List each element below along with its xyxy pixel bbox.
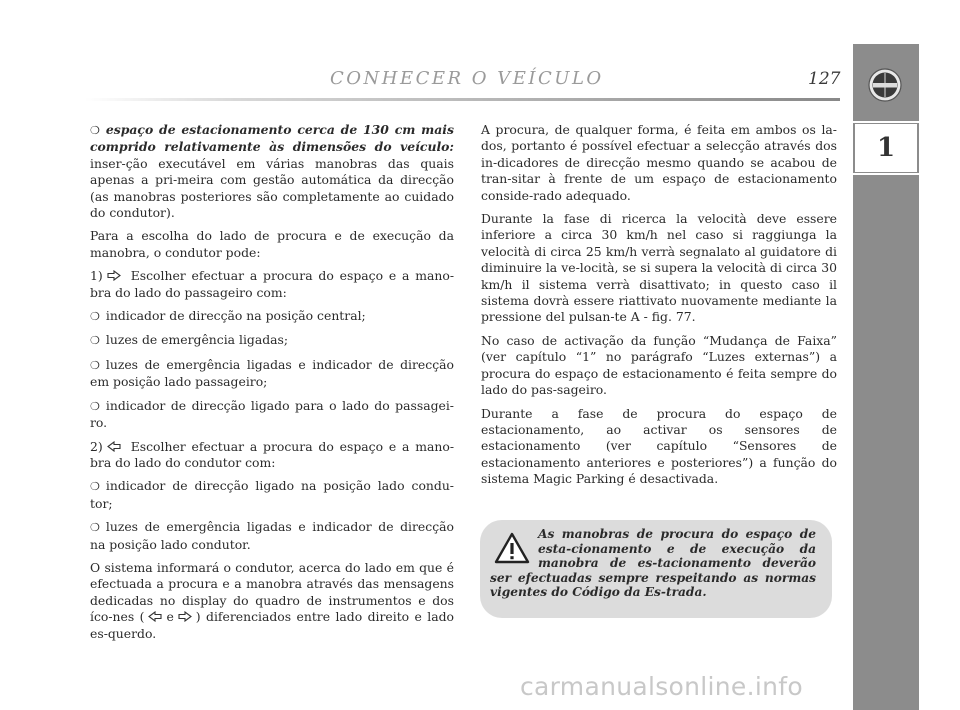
paragraph: No caso de activação da função “Mudança de Faixa” (ver capítulo “1” no parágrafo “Luzes externas”) a procura do espaço de estacionamento é feita sempre do lado do pas-sageiro.: [481, 332, 837, 398]
arrow-left-icon: [107, 441, 121, 452]
bullet-icon: ❍: [90, 480, 100, 494]
paragraph: [90, 439, 454, 472]
page-header-title: CONHECER O VEÍCULO: [330, 68, 604, 89]
list-item-text: luzes de emergência ligadas;: [105, 332, 289, 348]
paragraph-text: inser-ção executável em várias manobras das quais apenas a pri-meira com gestão automática da direcção (as manobras posteriores são completamente ao cuidado do condutor).: [90, 155, 454, 221]
emphasis-text: espaço de estacionamento cerca de 130 cm mais comprido relativamente às dimensões do veículo:: [90, 122, 454, 155]
right-column: [481, 122, 837, 495]
watermark: carmanualsonline.info: [520, 672, 803, 701]
bullet-icon: ❍: [90, 521, 100, 535]
chapter-number: 1: [855, 124, 917, 172]
list-item: [90, 478, 454, 512]
arrow-right-icon: [178, 611, 192, 622]
list-item-text: luzes de emergência ligadas e indicador de direcção na posição lado condutor.: [90, 519, 454, 552]
arrow-left-icon: [148, 611, 162, 622]
page-number: 127: [808, 69, 841, 89]
left-column: [90, 122, 454, 649]
paragraph: Para a escolha do lado de procura e de execução da manobra, o condutor pode:: [90, 228, 454, 260]
paragraph-text: Escolher efectuar a procura do espaço e a mano-bra do lado do passageiro com:: [90, 268, 454, 300]
paragraph: [90, 560, 454, 642]
warning-box: [480, 520, 832, 618]
bullet-icon: ❍: [90, 334, 100, 348]
bullet-icon: ❍: [90, 310, 100, 324]
warning-text: As manobras de procura do espaço de esta-cionamento e de execução da manobra de es-tacionamento deverão ser efectuadas sempre respeitando as normas vigentes do Código da Es-trada.: [490, 527, 816, 600]
option-number: 2): [90, 438, 103, 454]
list-item-text: indicador de direcção na posição central;: [105, 308, 366, 324]
lancia-logo-icon: [868, 68, 902, 102]
paragraph: Durante a fase de procura do espaço de estacionamento, ao activar os sensores de estacionamento (ver capítulo “Sensores de estacionamento anteriores e posteriores”) a função do sistema Magic Parking é desactivada.: [481, 405, 837, 487]
list-item: [90, 519, 454, 553]
list-item-text: luzes de emergência ligadas e indicador de direcção em posição lado passageiro;: [90, 356, 454, 390]
tab-divider: [853, 121, 919, 123]
option-number: 1): [90, 268, 103, 284]
paragraph-text: ) diferenciados entre lado direito e lado es-querdo.: [90, 609, 454, 641]
arrow-right-icon: [107, 270, 121, 281]
paragraph: A procura, de qualquer forma, é feita em ambos os la-dos, portanto é possível efectuar a selecção através dos in-dicadores de direcção mesmo quando se acabou de tran-sitar à frente de um espaço de estacionamento conside-rado adequado.: [481, 122, 837, 203]
list-item: [90, 308, 454, 325]
bullet-icon: ❍: [90, 399, 100, 413]
list-item: [90, 398, 454, 432]
list-item-text: indicador de direcção ligado na posição lado condu-tor;: [90, 478, 454, 511]
paragraph-text: O sistema informará o condutor, acerca do lado em que é efectuada a procura e a manobra através das mensagens dedicadas no display do quadro de instrumentos e dos íco-nes (: [90, 559, 454, 625]
paragraph: Durante la fase di ricerca la velocità deve essere inferiore a circa 30 km/h nel caso si raggiunga la velocità di circa 25 km/h verrà segnalato al guidatore di diminuire la ve-locità, se si supera la velocità di circa 30 km/h il sistema verrà disattivato; in questo caso il sistema dovrà essere riattivato nuovamente mediante la pressione del pulsan-te A - fig. 77.: [481, 211, 837, 325]
paragraph: [90, 122, 454, 221]
paragraph-text: e: [166, 609, 174, 625]
bullet-icon: ❍: [90, 124, 100, 137]
bullet-icon: ❍: [90, 358, 100, 372]
paragraph-text: Escolher efectuar a procura do espaço e a mano-bra do lado do condutor com:: [90, 438, 454, 470]
paragraph: [90, 268, 454, 301]
header-rule: [85, 98, 840, 101]
list-item: [90, 332, 454, 349]
list-item: [90, 357, 454, 391]
list-item-text: indicador de direcção ligado para o lado do passagei-ro.: [90, 397, 454, 431]
tab-divider: [853, 173, 919, 175]
